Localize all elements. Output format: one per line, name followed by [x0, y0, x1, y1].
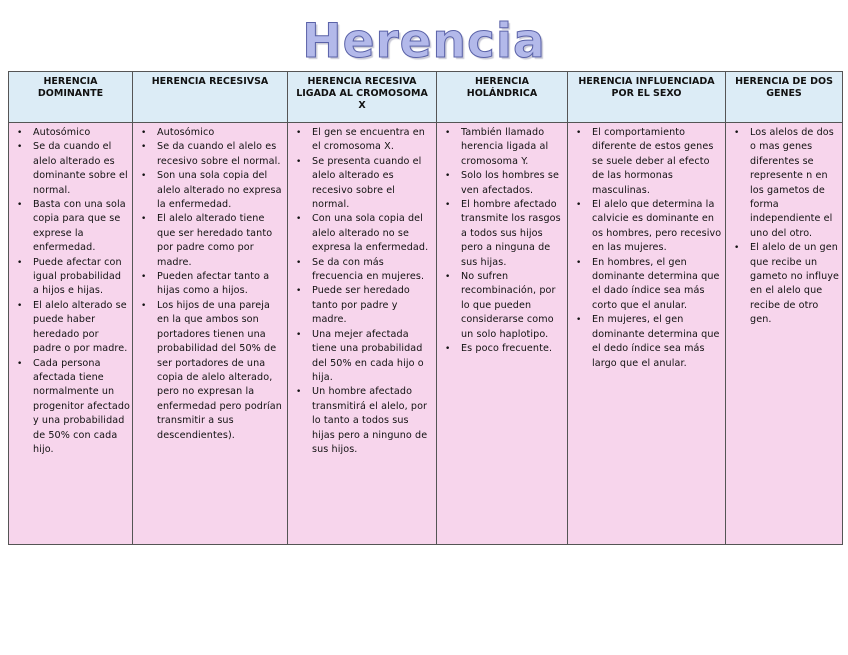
list-item	[135, 212, 285, 270]
list-item-text: En mujeres, el gen dominante determina que el dedo índice sea más largo que el anular.	[592, 314, 720, 369]
list-item-text: El alelo que determina la calvicie es dominante en os hombres, pero recesivo en las mujeres.	[592, 199, 722, 254]
list-item-text: Son una sola copia del alelo alterado no expresa la enfermedad.	[157, 170, 282, 211]
header-herencia-influenciada-sexo: HERENCIA INFLUENCIADA POR EL SEXO	[568, 72, 726, 123]
list-item-text: No sufren recombinación, por lo que pueden considerarse como un solo haplotipo.	[461, 271, 556, 340]
bullet-icon: •	[296, 128, 302, 138]
bullet-icon: •	[17, 300, 23, 311]
content-row	[9, 123, 843, 545]
list-item-text: Autosómico	[157, 127, 215, 138]
cell-herencia-holandrica	[437, 123, 568, 545]
list-item-text: El alelo alterado tiene que ser heredado tanto por padre como por madre.	[157, 213, 273, 268]
bullet-list	[135, 126, 285, 443]
list-item-text: También llamado herencia ligada al cromosoma Y.	[461, 127, 549, 167]
bullet-icon: •	[445, 171, 451, 182]
list-item-text: Autosómico	[33, 127, 91, 138]
list-item	[728, 241, 840, 327]
list-item	[290, 284, 434, 327]
list-item	[135, 299, 285, 443]
bullet-list	[439, 126, 565, 357]
list-item	[570, 313, 723, 371]
bullet-icon: •	[445, 344, 451, 355]
bullet-icon: •	[296, 156, 302, 167]
bullet-icon: •	[445, 200, 451, 211]
list-item-text: Se presenta cuando el alelo alterado es recesivo sobre el normal.	[312, 155, 422, 211]
list-item	[439, 342, 565, 356]
cell-herencia-dominante	[9, 123, 133, 545]
bullet-icon: •	[296, 329, 302, 340]
bullet-icon: •	[141, 300, 147, 311]
list-item	[290, 212, 434, 255]
bullet-icon: •	[576, 315, 582, 326]
list-item	[728, 126, 840, 241]
list-item-text: El hombre afectado transmite los rasgos a todos sus hijos pero a ninguna de sus hijas.	[461, 199, 561, 268]
list-item	[290, 256, 434, 285]
bullet-icon: •	[17, 200, 23, 211]
list-item	[439, 198, 565, 270]
bullet-icon: •	[141, 171, 147, 182]
header-row	[9, 72, 843, 123]
list-item	[11, 140, 130, 198]
list-item-text: Se da cuando el alelo es recesivo sobre el normal.	[157, 141, 281, 167]
bullet-icon: •	[576, 200, 582, 211]
list-item	[570, 198, 723, 256]
bullet-icon: •	[576, 128, 582, 138]
bullet-icon: •	[445, 128, 451, 138]
header-herencia-dos-genes: HERENCIA DE DOS GENES	[726, 72, 843, 123]
list-item-text: El gen se encuentra en el cromosoma X.	[312, 127, 425, 153]
bullet-icon: •	[445, 272, 451, 283]
cell-herencia-influenciada-sexo	[568, 123, 726, 545]
list-item-text: Es poco frecuente.	[461, 343, 553, 355]
list-item	[570, 256, 723, 314]
list-item-text: Los hijos de una pareja en la que ambos son portadores tienen una probabilidad del 50% de ser portadores de una copia de alelo alterado, pero no expresan la enfermedad pero podrían transmitir a sus descendientes).	[157, 299, 282, 441]
bullet-icon: •	[296, 257, 302, 268]
list-item-text: Solo los hombres se ven afectados.	[461, 170, 559, 196]
bullet-icon: •	[576, 257, 582, 268]
bullet-icon: •	[17, 128, 23, 138]
cell-herencia-dos-genes	[726, 123, 843, 545]
list-item-text: Basta con una sola copia para que se exprese la enfermedad.	[33, 199, 126, 254]
header-herencia-recesiva: HERENCIA RECESIVSA	[133, 72, 288, 123]
page-title: Herencia	[302, 14, 546, 69]
list-item	[135, 140, 285, 169]
list-item	[290, 155, 434, 213]
bullet-list	[570, 126, 723, 371]
list-item-text: Un hombre afectado transmitirá el alelo, por lo tanto a todos sus hijas pero a ninguno de sus hijos.	[312, 386, 428, 455]
bullet-icon: •	[17, 358, 23, 369]
list-item-text: Cada persona afectada tiene normalmente un progenitor afectado y una probabilidad de 50% con cada hijo.	[33, 357, 130, 455]
list-item	[439, 270, 565, 342]
bullet-icon: •	[17, 257, 23, 268]
list-item	[11, 299, 130, 357]
list-item	[11, 256, 130, 299]
list-item-text: En hombres, el gen dominante determina que el dado índice sea más corto que el anular.	[592, 256, 720, 311]
bullet-icon: •	[734, 243, 740, 254]
bullet-icon: •	[141, 272, 147, 283]
cell-herencia-recesiva	[133, 123, 288, 545]
list-item	[290, 126, 434, 155]
bullet-list	[728, 126, 840, 328]
list-item-text: Pueden afectar tanto a hijas como a hijos.	[157, 271, 270, 297]
list-item	[439, 169, 565, 198]
list-item	[135, 126, 285, 140]
bullet-icon: •	[296, 387, 302, 398]
header-herencia-ligada-x: HERENCIA RECESIVA LIGADA AL CROMOSOMA X	[288, 72, 437, 123]
list-item	[11, 198, 130, 256]
list-item-text: Puede ser heredado tanto por padre y madre.	[312, 285, 410, 326]
header-herencia-dominante: HERENCIA DOMINANTE	[9, 72, 133, 123]
list-item	[439, 126, 565, 169]
list-item-text: Se da cuando el alelo alterado es dominante sobre el normal.	[33, 141, 128, 196]
list-item-text: Con una sola copia del alelo alterado no se expresa la enfermedad.	[312, 213, 429, 254]
bullet-icon: •	[296, 286, 302, 297]
bullet-icon: •	[17, 142, 23, 153]
list-item	[11, 126, 130, 140]
header-herencia-holandrica: HERENCIA HOLÁNDRICA	[437, 72, 568, 123]
list-item	[135, 169, 285, 212]
bullet-icon: •	[141, 128, 147, 138]
list-item	[11, 357, 130, 458]
bullet-icon: •	[734, 128, 740, 138]
list-item	[290, 385, 434, 457]
herencia-table	[8, 71, 843, 545]
list-item-text: El comportamiento diferente de estos genes se suele deber al efecto de las hormonas masculinas.	[592, 127, 714, 196]
bullet-icon: •	[296, 214, 302, 225]
list-item	[135, 270, 285, 299]
list-item-text: El alelo alterado se puede haber heredado por padre o por madre.	[33, 299, 128, 355]
bullet-list	[290, 126, 434, 457]
list-item-text: Puede afectar con igual probabilidad a hijos e hijas.	[33, 256, 122, 297]
list-item	[290, 328, 434, 386]
cell-herencia-ligada-x	[288, 123, 437, 545]
list-item	[570, 126, 723, 198]
list-item-text: El alelo de un gen que recibe un gameto no influye en el alelo que recibe de otro gen.	[750, 242, 840, 326]
bullet-icon: •	[141, 214, 147, 225]
list-item-text: Se da con más frecuencia en mujeres.	[312, 256, 425, 283]
list-item-text: Una mejer afectada tiene una probabilidad del 50% en cada hijo o hija.	[312, 328, 424, 383]
bullet-icon: •	[141, 142, 147, 153]
bullet-list	[11, 126, 130, 457]
list-item-text: Los alelos de dos o mas genes diferentes se represente n en los gametos de forma independiente el uno del otro.	[750, 127, 834, 239]
